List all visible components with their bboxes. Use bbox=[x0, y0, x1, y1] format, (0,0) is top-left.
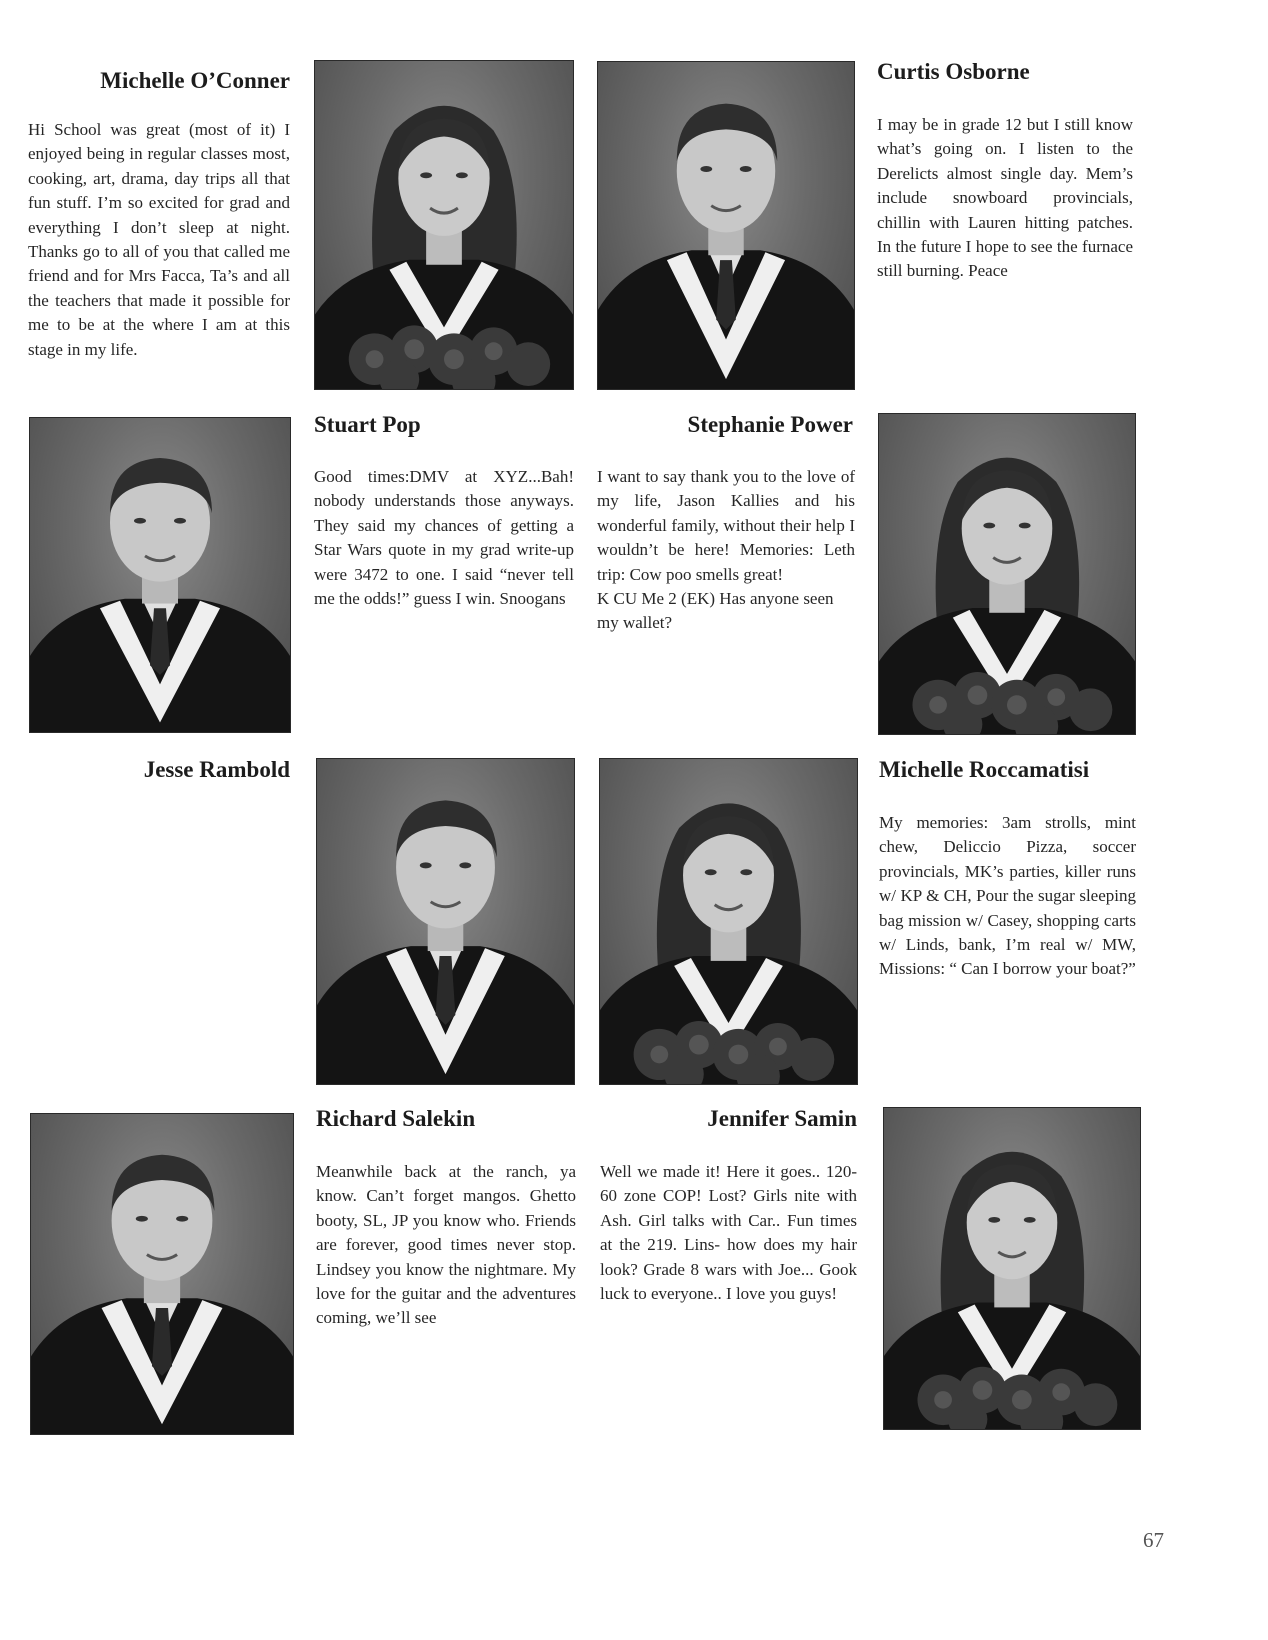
student-name-jesse-rambold: Jesse Rambold bbox=[143, 757, 290, 782]
portrait-photo-michelle-roccamatisi bbox=[599, 758, 858, 1085]
portrait-photo-michelle-oconner bbox=[314, 60, 574, 390]
student-bio-jennifer-samin: Well we made it! Here it goes.. 120-60 zone COP! Lost? Girls nite with Ash. Girl talks with Car.. Fun times at the 219. Lins- how does my hair look? Grade 8 wars with Joe... Gook luck to everyone.. I love you guys! bbox=[600, 1162, 857, 1304]
student-bio-curtis-osborne: I may be in grade 12 but I still know what’s going on. I listen to the Derelicts almost single day. Mem’s include snowboard provincials, chillin with Lauren hitting patches. In the future I hope to see the furnace still burning. Peace bbox=[877, 115, 1133, 281]
student-bio-stephanie-power: I want to say thank you to the love of my life, Jason Kallies and his wonderful family, without their help I wouldn’t be here! Memories: Leth trip: Cow poo smells great! bbox=[597, 467, 855, 584]
student-name-stuart-pop: Stuart Pop bbox=[314, 412, 421, 437]
portrait-male-figure bbox=[317, 759, 574, 1084]
student-bio-stuart-pop: Good times:DMV at XYZ...Bah! nobody understands those anyways. They said my chances of getting a Star Wars quote in my grad write-up were 3472 to one. I said “never tell me the odds!” guess I win. Snoogans bbox=[314, 467, 574, 609]
portrait-female-figure bbox=[600, 759, 857, 1084]
portrait-female-figure bbox=[879, 414, 1135, 734]
page-number: 67 bbox=[1143, 1528, 1164, 1552]
portrait-female-figure bbox=[884, 1108, 1140, 1429]
student-name-jennifer-samin: Jennifer Samin bbox=[707, 1106, 857, 1131]
portrait-male-figure bbox=[31, 1114, 293, 1434]
student-bio-michelle-oconner: Hi School was great (most of it) I enjoyed being in regular classes most, cooking, art, drama, day trips all that fun stuff. I’m so excited for grad and everything I don’t sleep at night. Thanks go to all of you that called me friend and for Mrs Facca, Ta’s and all the teachers that made it possible for me to be at the where I am at this stage in my life. bbox=[28, 120, 290, 359]
portrait-male-figure bbox=[30, 418, 290, 732]
student-name-stephanie-power: Stephanie Power bbox=[687, 412, 853, 437]
student-bio-michelle-roccamatisi: My memories: 3am strolls, mint chew, Deliccio Pizza, soccer provincials, MK’s parties, killer runs w/ KP & CH, Pour the sugar sleeping bag mission w/ Casey, shopping carts w/ Linds, bank, I’m real w/ MW, Missions: “ Can I borrow your boat?” bbox=[879, 813, 1136, 979]
portrait-photo-stephanie-power bbox=[878, 413, 1136, 735]
portrait-photo-curtis-osborne bbox=[597, 61, 855, 390]
student-bio-stephanie-power-block bbox=[597, 465, 855, 636]
portrait-photo-jesse-rambold bbox=[316, 758, 575, 1085]
student-name-michelle-oconner: Michelle O’Conner bbox=[100, 68, 290, 93]
portrait-female-figure bbox=[315, 61, 573, 389]
student-name-curtis-osborne: Curtis Osborne bbox=[877, 59, 1030, 84]
portrait-photo-richard-salekin bbox=[30, 1113, 294, 1435]
student-name-richard-salekin: Richard Salekin bbox=[316, 1106, 476, 1131]
portrait-photo-stuart-pop bbox=[29, 417, 291, 733]
portrait-male-figure bbox=[598, 62, 854, 389]
student-bio-richard-salekin: Meanwhile back at the ranch, ya know. Can’t forget mangos. Ghetto booty, SL, JP you know who. Friends are forever, good times never stop. Lindsey you know the nightmare. My love for the guitar and the adventures coming, we’ll see bbox=[316, 1162, 576, 1328]
student-bio-stephanie-power-extra: K CU Me 2 (EK) Has anyone seen my wallet? bbox=[597, 589, 834, 633]
student-name-michelle-roccamatisi: Michelle Roccamatisi bbox=[879, 757, 1090, 782]
portrait-photo-jennifer-samin bbox=[883, 1107, 1141, 1430]
